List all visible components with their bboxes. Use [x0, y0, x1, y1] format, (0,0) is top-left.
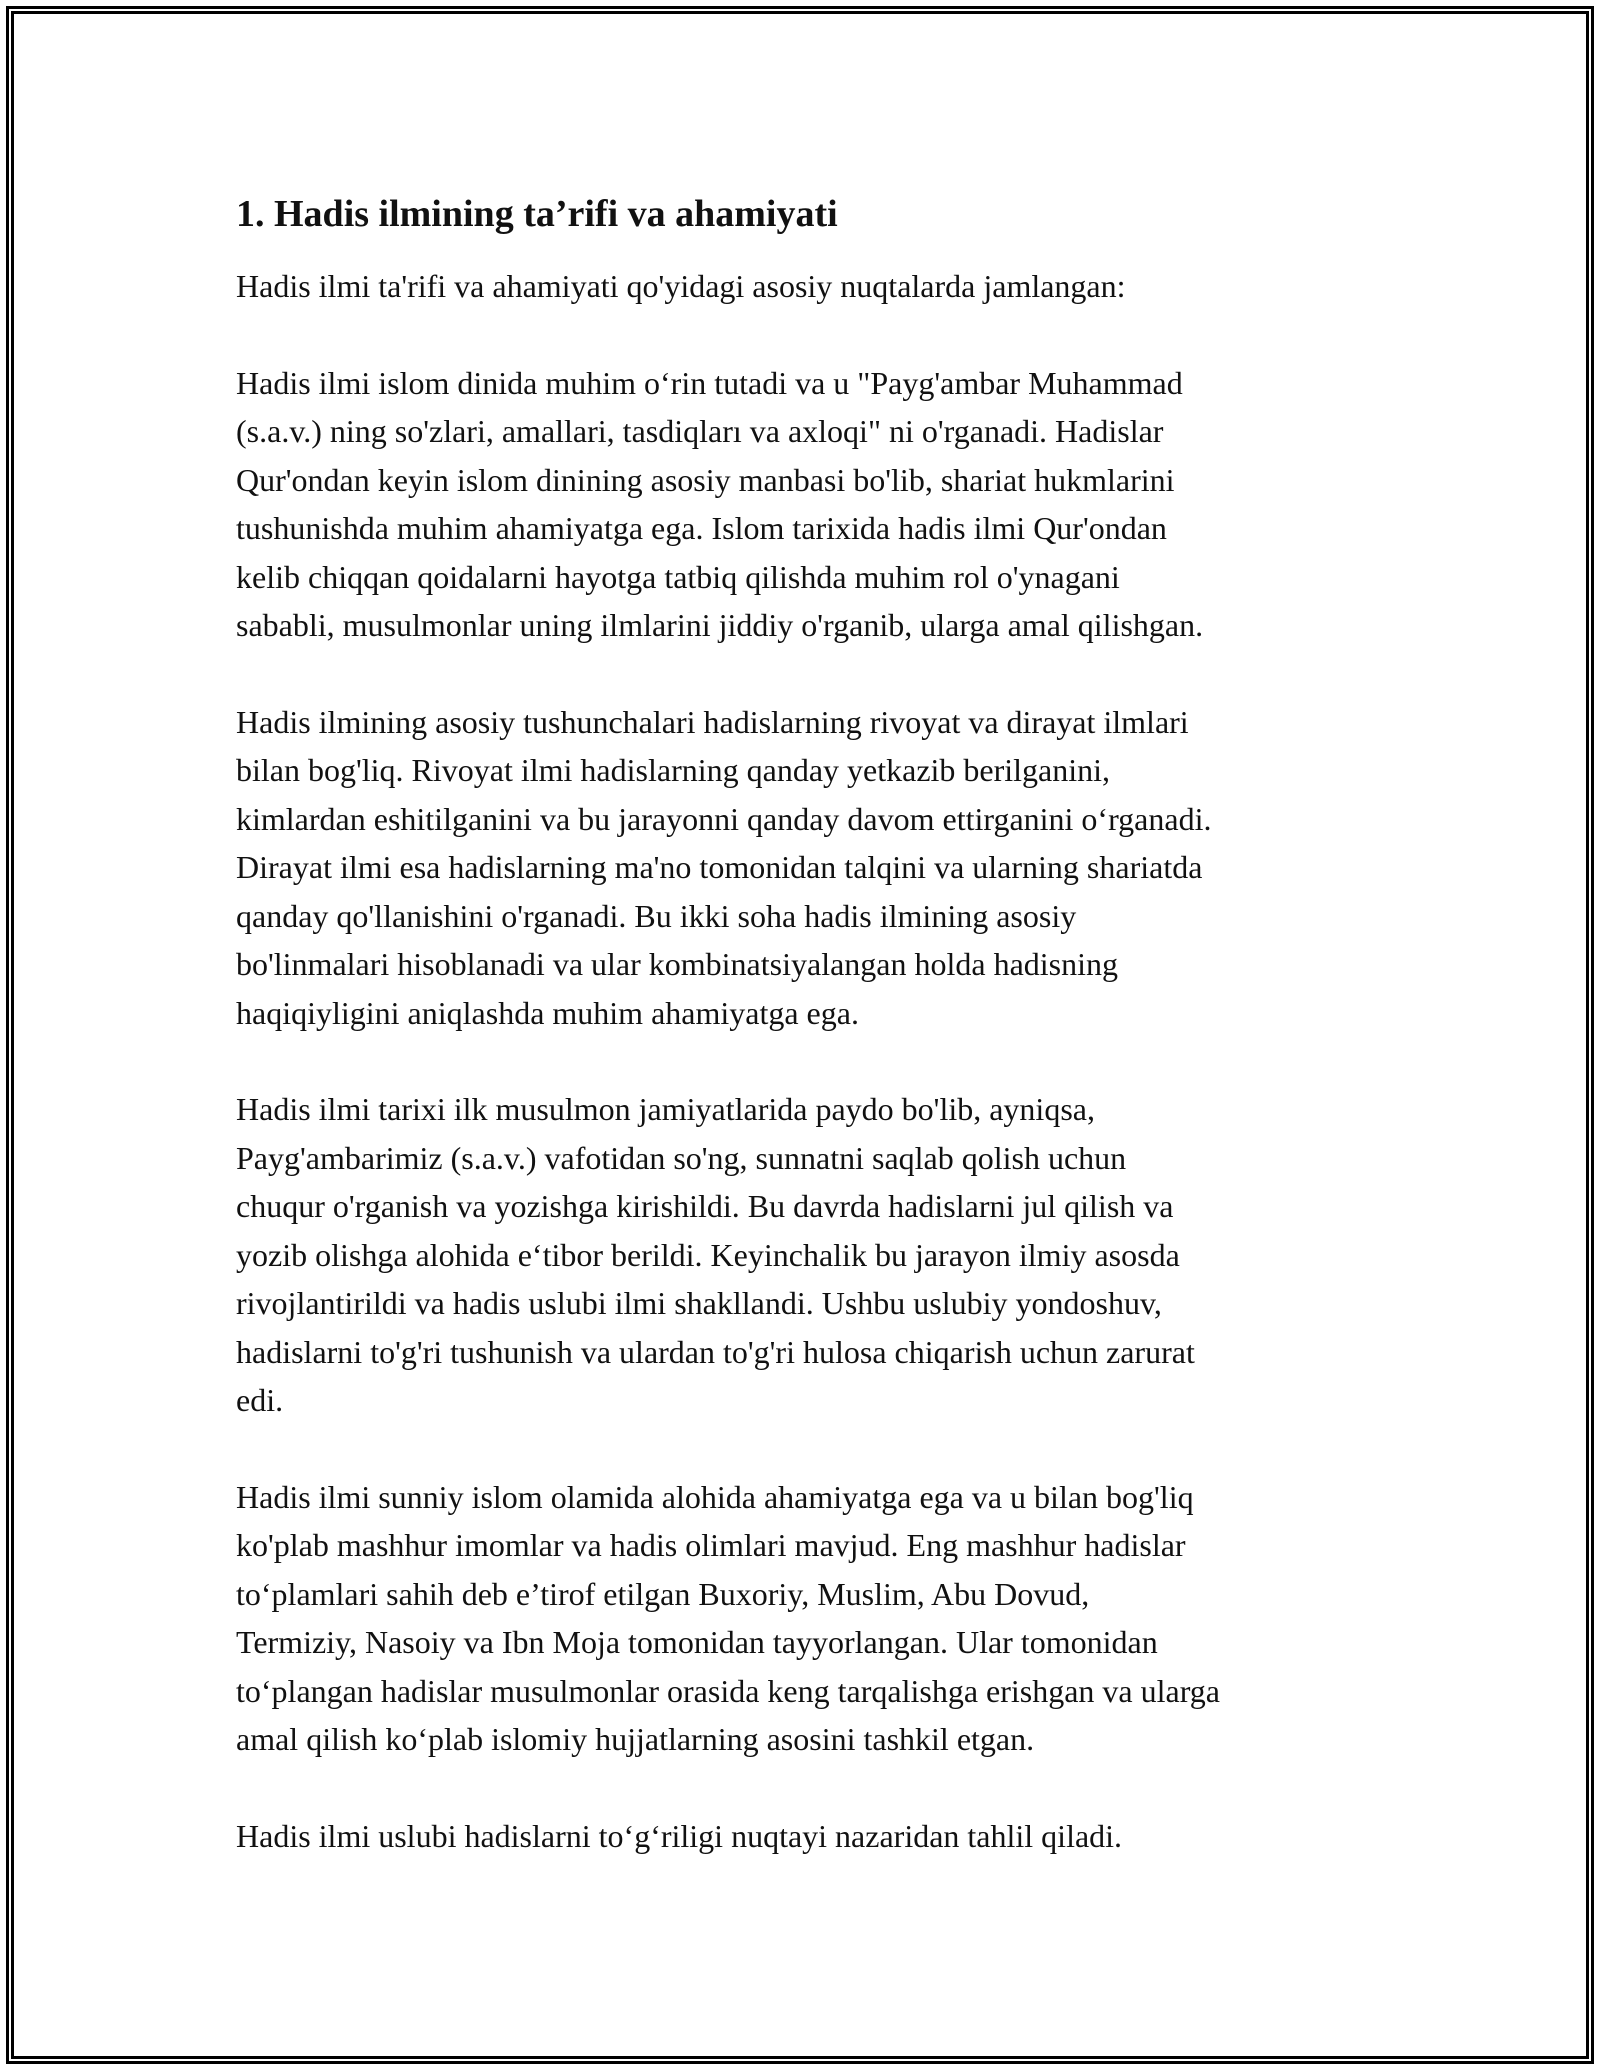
intro-paragraph: Hadis ilmi ta'rifi va ahamiyati qo'yidagi asosiy nuqtalarda jamlangan:: [236, 268, 1126, 304]
paragraph-concepts: Hadis ilmining asosiy tushunchalari hadislarning rivoyat va dirayat ilmlari bilan bog'liq. Rivoyat ilmi hadislarning qanday yetkazib berilganini, kimlardan eshitilganini va bu jarayonni qanday davom ettirganini o‘rganadi. Dirayat ilmi esa hadislarning ma'no tomonidan talqini va ularning shariatda qanday qo'llanishini o'rganadi. Bu ikki soha hadis ilmining asosiy bo'linmalari hisoblanadi va ular kombinatsiyalangan holda hadisning haqiqiyligini aniqlashda muhim ahamiyatga ega.: [236, 703, 1212, 1031]
paragraph-method: Hadis ilmi uslubi hadislarni to‘g‘riligi nuqtayi nazaridan tahlil qiladi.: [236, 1817, 1123, 1854]
paragraph-collections: Hadis ilmi sunniy islom olamida alohida ahamiyatga ega va u bilan bog'liq ko'plab mashhur imomlar va hadis olimlari mavjud. Eng mashhur hadislar to‘plamlari sahih deb e’tirof etilgan Buxoriy, Muslim, Abu Dovud, Termiziy, Nasoiy va Ibn Moja tomonidan tayyorlangan. Ular tomonidan to‘plangan hadislar musulmonlar orasida keng tarqalishga erishgan va ularga amal qilish ko‘plab islomiy hujjatlarning asosini tashkil etgan.: [236, 1478, 1220, 1757]
document-body: [236, 188, 1396, 1908]
paragraph-definition: Hadis ilmi islom dinida muhim o‘rin tutadi va u "Payg'ambar Muhammad (s.a.v.) ning so'zlari, amallari, tasdiqları va axloqi" ni o'rganadi. Hadislar Qur'ondan keyin islom dinining asosiy manbasi bo'lib, shariat hukmlarini tushunishda muhim ahamiyatga ega. Islom tarixida hadis ilmi Qur'ondan kelib chiqqan qoidalarni hayotga tatbiq qilishda muhim rol o'ynagani sababli, musulmonlar uning ilmlarini jiddiy o'rganib, ularga amal qilishgan.: [236, 364, 1204, 643]
section-heading: 1. Hadis ilmining ta’rifi va ahamiyati: [236, 193, 838, 235]
paragraph-history: Hadis ilmi tarixi ilk musulmon jamiyatlarida paydo bo'lib, ayniqsa, Payg'ambarimiz (s.a.v.) vafotidan so'ng, sunnatni saqlab qolish uchun chuqur o'rganish va yozishga kirishildi. Bu davrda hadislarni jul qilish va yozib olishga alohida e‘tibor berildi. Keyinchalik bu jarayon ilmiy asosda rivojlantirildi va hadis uslubi ilmi shakllandi. Ushbu uslubiy yondoshuv, hadislarni to'g'ri tushunish va ulardan to'g'ri hulosa chiqarish uchun zarurat edi.: [236, 1091, 1195, 1418]
